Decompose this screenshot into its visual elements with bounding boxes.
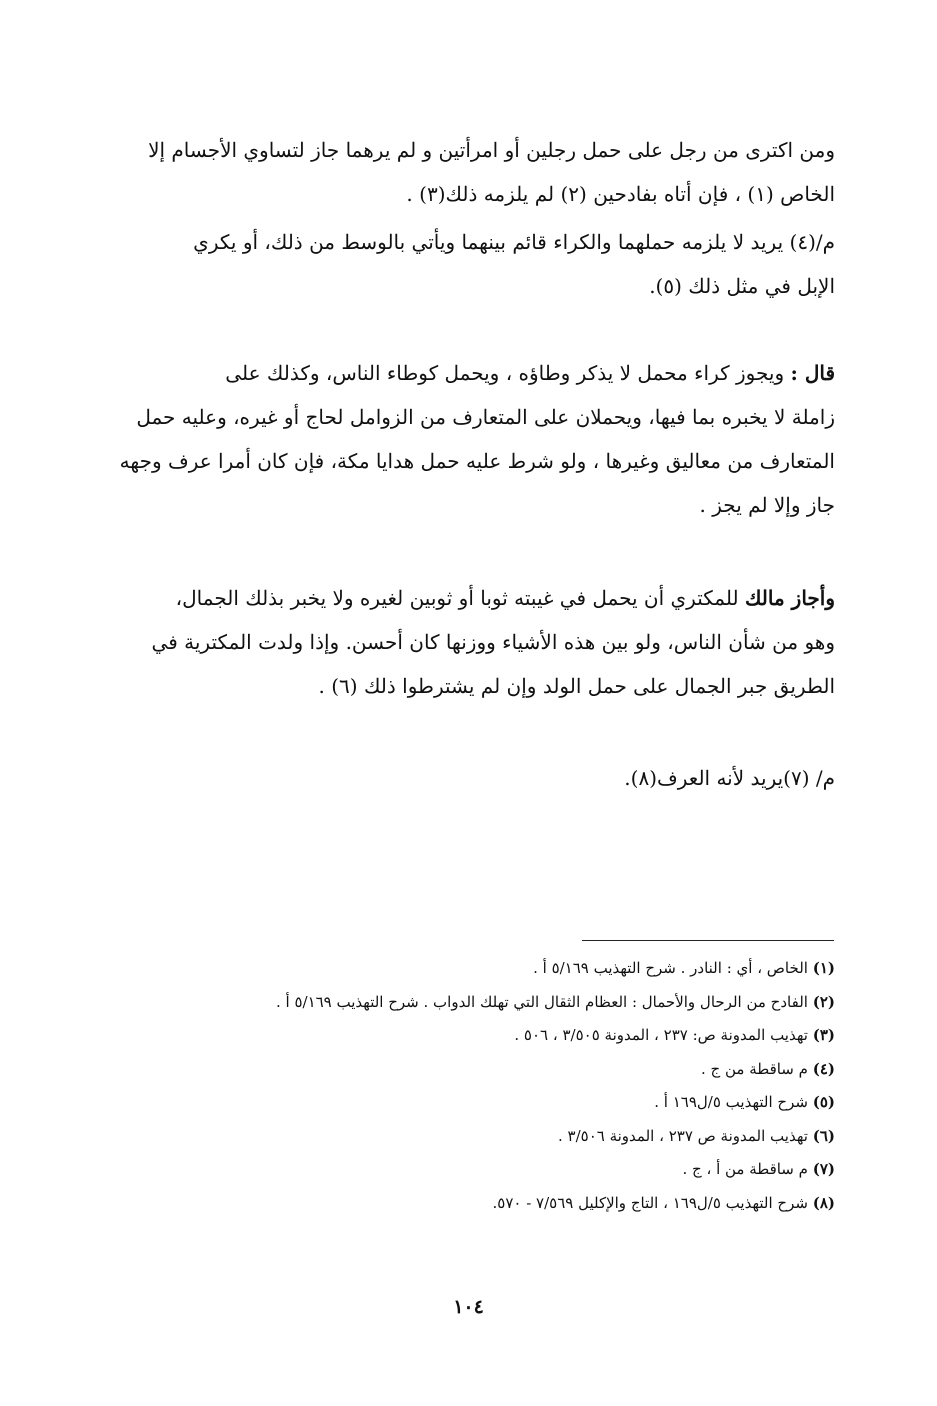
footnote-item <box>108 1120 835 1154</box>
footnote-number: (١) <box>812 959 835 977</box>
footnote-text: شرح التهذيب ٥/ل١٦٩ أ . <box>654 1093 808 1111</box>
footnote-text: الفادح من الرحال والأحمال : العظام الثقال التي تهلك الدواب . شرح التهذيب ٥/١٦٩ أ . <box>275 992 808 1011</box>
text-line-body: للمكتري أن يحمل في غيبته ثوبا أو ثوبين لغيره ولا يخبر بذلك الجمال، <box>175 586 739 610</box>
footnote-number: (٤) <box>812 1059 835 1078</box>
paragraph-3 <box>108 351 835 527</box>
footnote-item <box>108 1086 835 1120</box>
footnote-text: شرح التهذيب ٥/ل١٦٩ ، التاج والإكليل ٧/٥٦٩ - ٥٧٠. <box>492 1193 808 1212</box>
page-number: ١٠٤ <box>453 1296 484 1318</box>
footnote-text: تهذيب المدونة ص: ٢٣٧ ، المدونة ٣/٥٠٥ ، ٥٠٦ . <box>514 1026 808 1044</box>
footnote-item <box>108 1187 835 1221</box>
footnote-item <box>108 1053 835 1087</box>
footnote-item <box>108 952 835 986</box>
text-line <box>108 351 835 395</box>
footnote-number: (٨) <box>812 1193 835 1212</box>
footnote-number: (٦) <box>812 1126 835 1145</box>
text-line: الخاص (١) ، فإن أتاه بفادحين (٢) لم يلزمه ذلك(٣) . <box>406 182 835 206</box>
text-line: المتعارف من معاليق وغيرها ، ولو شرط عليه حمل هدايا مكة، فإن كان أمرا عرف وجهه <box>119 449 835 473</box>
footnote-text: م ساقطة من أ ، ج . <box>682 1160 808 1178</box>
text-line: وهو من شأن الناس، ولو بين هذه الأشياء ووزنها كان أحسن. وإذا ولدت المكترية في <box>151 630 835 654</box>
text-line: م/ (٧)يريد لأنه العرف(٨). <box>624 766 835 790</box>
footnote-item <box>108 986 835 1020</box>
footnote-text: الخاص ، أي : النادر . شرح التهذيب ٥/١٦٩ أ . <box>533 959 808 977</box>
footnote-number: (٥) <box>812 1093 835 1111</box>
text-line-body: ويجوز كراء محمل لا يذكر وطاؤه ، ويحمل كوطاء الناس، وكذلك على <box>225 361 785 385</box>
paragraph-1 <box>108 128 835 216</box>
footnote-divider <box>582 940 834 941</box>
paragraph-lead: قال : <box>790 361 835 385</box>
footnote-text: م ساقطة من ج . <box>701 1059 808 1078</box>
footnotes-section <box>108 952 835 1220</box>
footnote-item <box>108 1019 835 1053</box>
text-line <box>108 576 835 620</box>
paragraph-2 <box>108 220 835 308</box>
footnote-text: تهذيب المدونة ص ٢٣٧ ، المدونة ٣/٥٠٦ . <box>557 1126 808 1145</box>
text-line: م/(٤) يريد لا يلزمه حملهما والكراء قائم بينهما ويأتي بالوسط من ذلك، أو يكري <box>193 230 835 254</box>
footnote-number: (٢) <box>812 992 835 1011</box>
paragraph-4 <box>108 576 835 708</box>
text-line: الإبل في مثل ذلك (٥). <box>649 274 835 298</box>
paragraph-5 <box>108 756 835 800</box>
paragraph-lead: وأجاز مالك <box>744 586 835 610</box>
text-line: جاز وإلا لم يجز . <box>699 493 835 517</box>
text-line: زاملة لا يخبره بما فيها، ويحملان على المتعارف من الزوامل لحاج أو غيره، وعليه حمل <box>136 405 835 429</box>
footnote-number: (٣) <box>812 1026 835 1044</box>
text-line: ومن اكترى من رجل على حمل رجلين أو امرأتين و لم يرهما جاز لتساوي الأجسام إلا <box>148 138 835 162</box>
text-line: الطريق جبر الجمال على حمل الولد وإن لم يشترطوا ذلك (٦) . <box>318 674 835 698</box>
footnote-item <box>108 1153 835 1187</box>
footnote-number: (٧) <box>812 1160 835 1178</box>
